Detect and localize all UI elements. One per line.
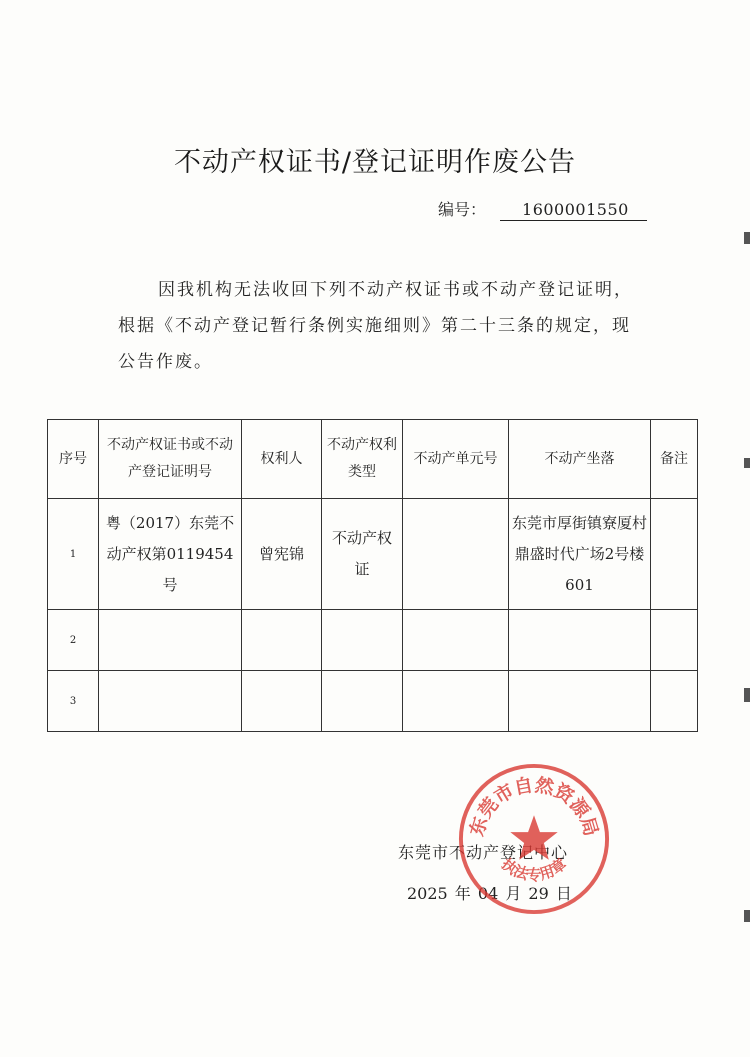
seal-star (510, 815, 557, 859)
row-holder (242, 671, 322, 732)
serial-label: 编号： (438, 200, 487, 219)
scan-edge-mark (744, 910, 750, 922)
issue-date: 2025 年 04 月 29 日 (407, 884, 572, 903)
row-location: 东莞市厚街镇寮厦村鼎盛时代广场2号楼601 (509, 499, 651, 610)
official-seal-icon (455, 760, 613, 918)
header-remark: 备注 (651, 420, 698, 499)
row-index: 3 (48, 671, 99, 732)
row-location (509, 610, 651, 671)
table-row (48, 671, 698, 732)
scan-edge-mark (744, 458, 750, 468)
table-row (48, 499, 698, 610)
table-row (48, 610, 698, 671)
row-remark (651, 499, 698, 610)
paragraph-text: 因我机构无法收回下列不动产权证书或不动产登记证明，根据《不动产登记暂行条例实施细则》第二十三条的规定，现公告作废。 (118, 280, 633, 372)
seal-text-bottom: 执法专用章 (498, 855, 570, 884)
row-remark (651, 671, 698, 732)
row-right-type (322, 610, 403, 671)
header-unit-no: 不动产单元号 (403, 420, 509, 499)
records-table (47, 419, 698, 732)
row-right-type: 不动产权证 (322, 499, 403, 610)
serial-number: 1600001550 (500, 200, 647, 221)
header-index: 序号 (48, 420, 99, 499)
header-location: 不动产坐落 (509, 420, 651, 499)
serial-number-line (438, 197, 647, 221)
row-unit-no (403, 671, 509, 732)
announcement-paragraph (118, 272, 638, 380)
row-holder: 曾宪锦 (242, 499, 322, 610)
row-index: 1 (48, 499, 99, 610)
row-holder (242, 610, 322, 671)
scan-edge-mark (744, 232, 750, 244)
seal-text-top: 东莞市自然资源局 (466, 775, 602, 839)
row-unit-no (403, 610, 509, 671)
seal-graphic (461, 766, 607, 912)
row-right-type (322, 671, 403, 732)
row-unit-no (403, 499, 509, 610)
document-title: 不动产权证书/登记证明作废公告 (173, 147, 577, 178)
header-right-type: 不动产权利类型 (322, 420, 403, 499)
row-cert-no: 粤（2017）东莞不动产权第0119454号 (99, 499, 242, 610)
header-holder: 权利人 (242, 420, 322, 499)
scan-edge-mark (744, 688, 750, 702)
row-cert-no (99, 671, 242, 732)
row-remark (651, 610, 698, 671)
row-location (509, 671, 651, 732)
table-header-row (48, 420, 698, 499)
row-index: 2 (48, 610, 99, 671)
header-cert-no: 不动产权证书或不动产登记证明号 (99, 420, 242, 499)
row-cert-no (99, 610, 242, 671)
issuing-office: 东莞市不动产登记中心 (398, 843, 569, 862)
